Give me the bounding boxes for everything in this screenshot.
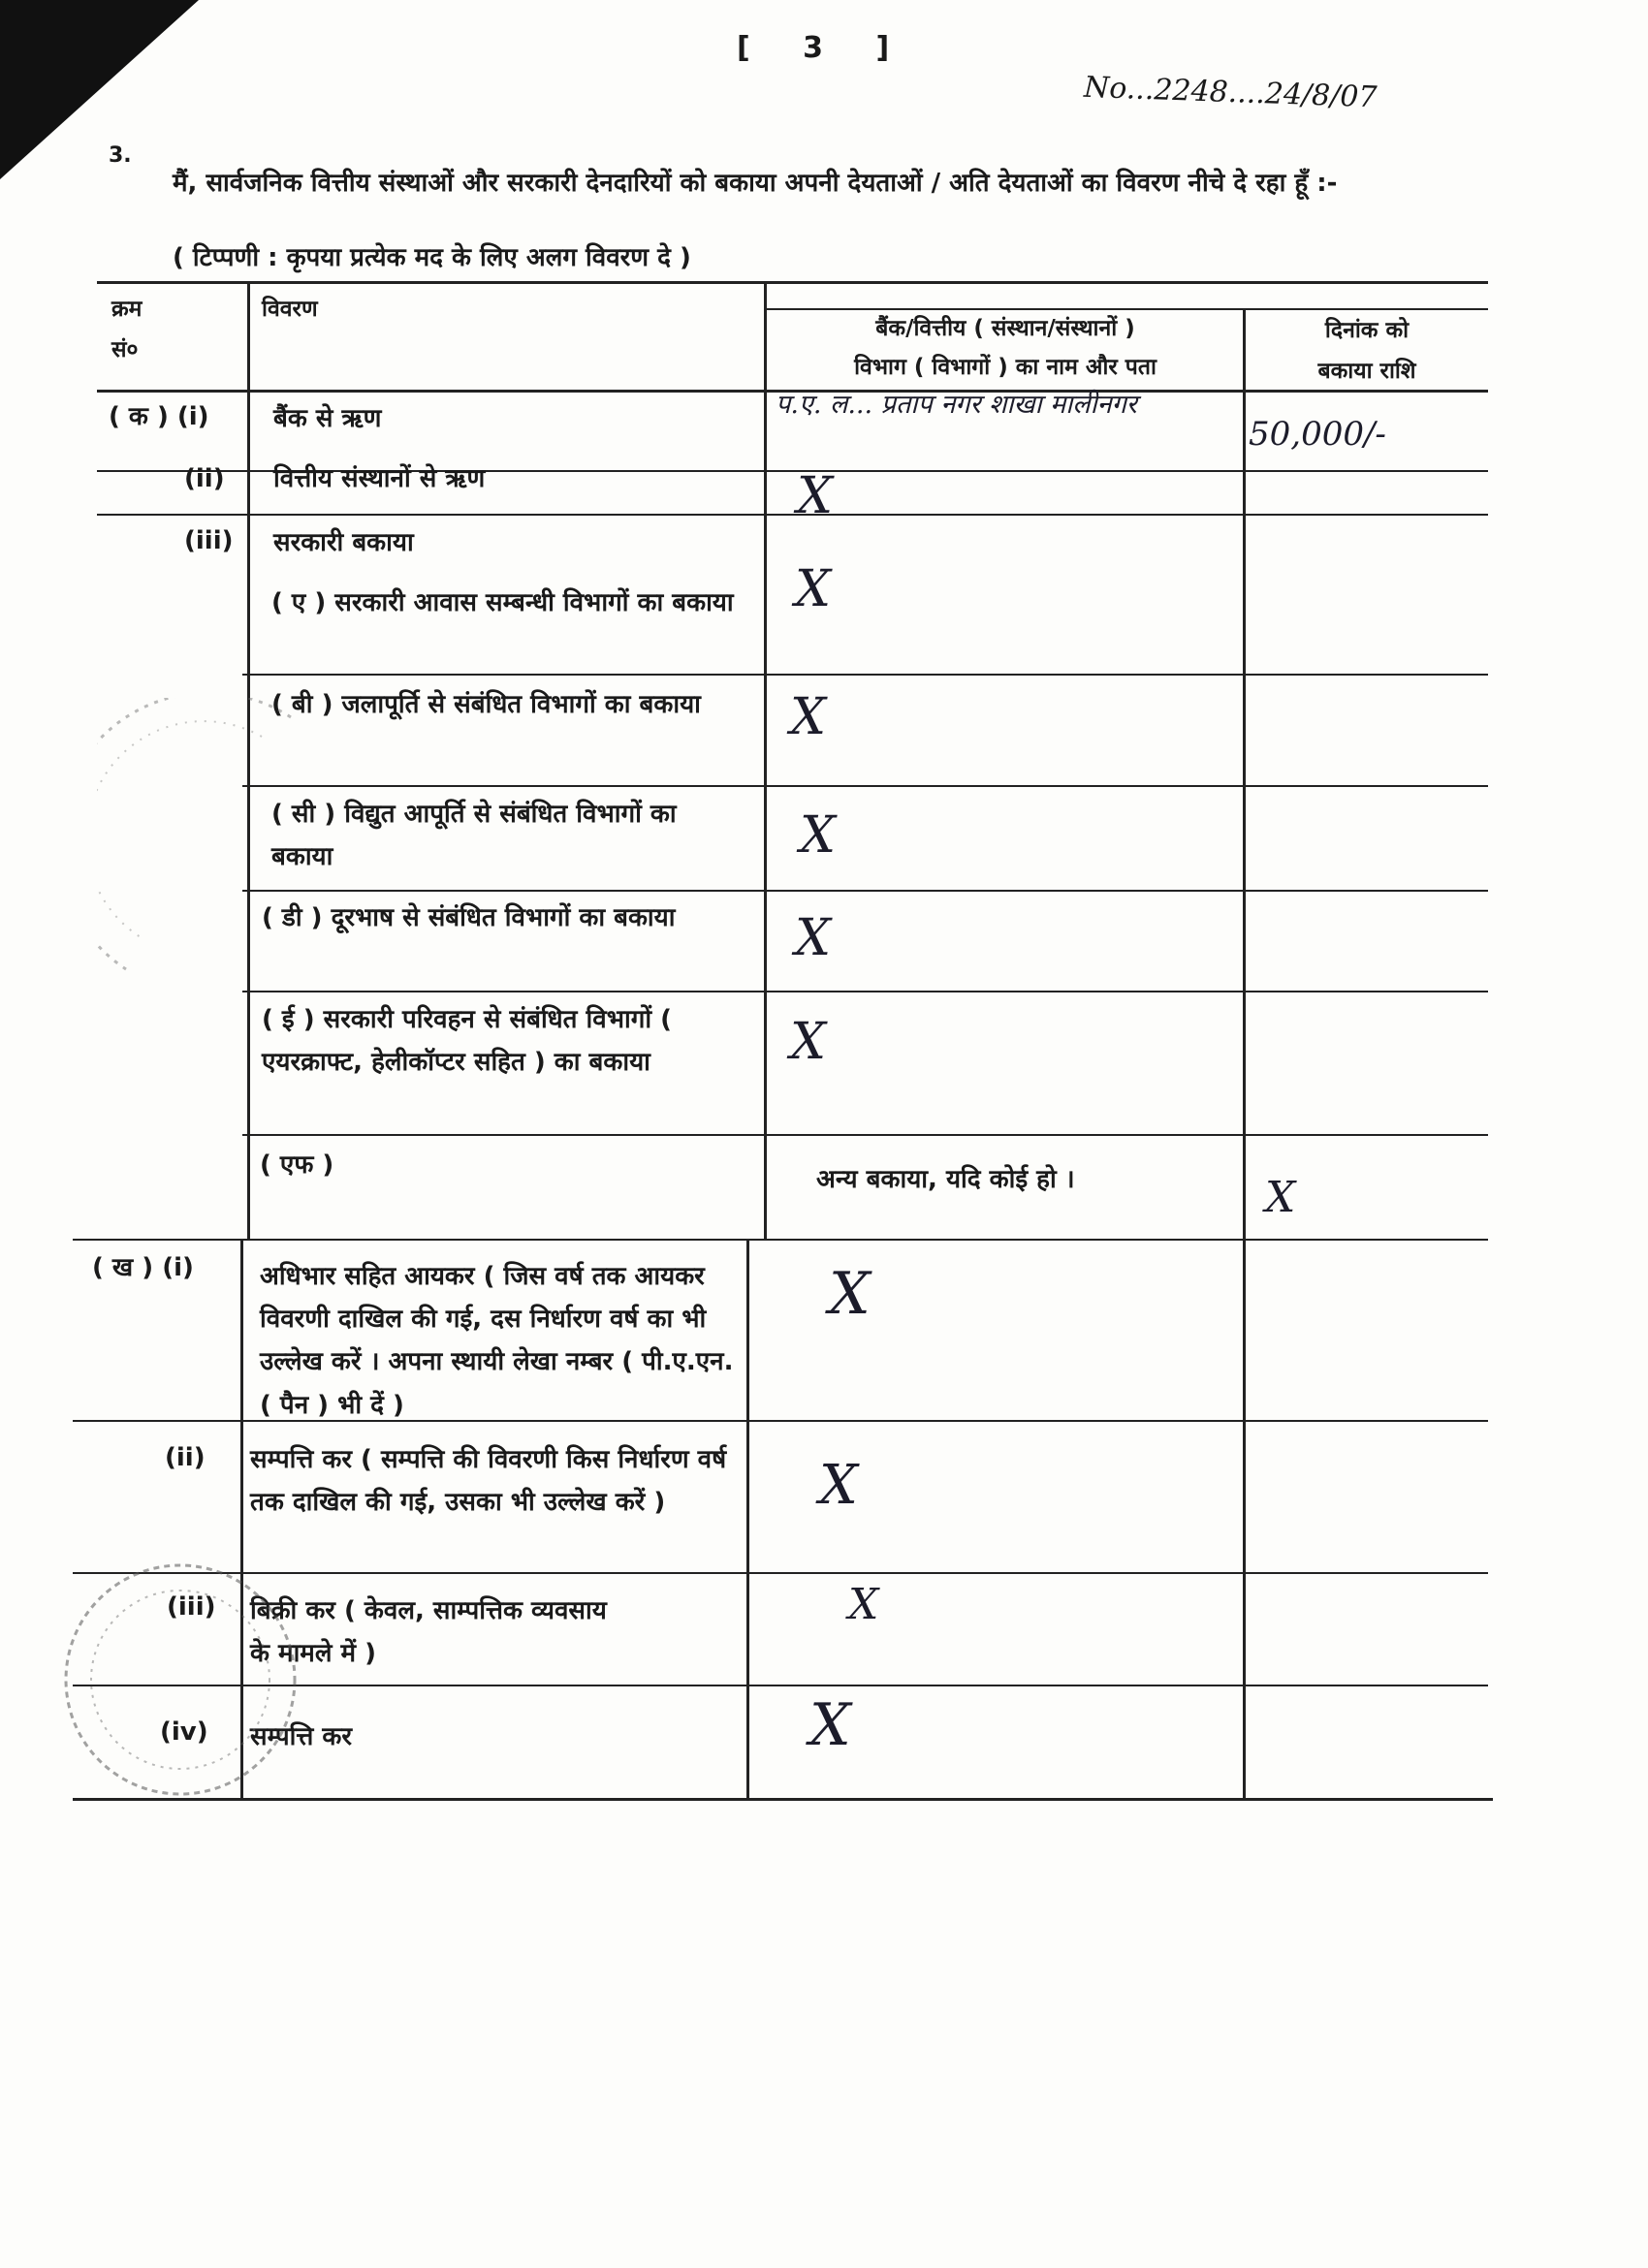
header-serial-line2: सं० xyxy=(111,337,139,362)
column-divider xyxy=(1243,1239,1246,1799)
handwritten-cross-mark: X xyxy=(829,1260,871,1328)
handwritten-cross-mark: X xyxy=(809,1691,851,1759)
row-index: (iv) xyxy=(160,1717,208,1747)
row-divider xyxy=(242,1134,1488,1136)
faint-round-stamp xyxy=(97,698,320,1008)
row-description: वित्तीय संस्थानों से ऋण xyxy=(273,464,486,493)
row-subdescription: ( ए ) सरकारी आवास सम्बन्धी विभागों का बकाया xyxy=(271,588,734,617)
row-description: अधिभार सहित आयकर ( जिस वर्ष तक आयकर विवरणी दाखिल की गई, दस निर्धारण वर्ष का भी उल्लेख करें । अपना स्थायी लेखा नम्बर ( पी.ए.एन. ( पैन ) भी दें ) xyxy=(260,1262,734,1420)
column-divider xyxy=(764,283,767,1241)
row-description: ( सी ) विद्युत आपूर्ति से संबंधित विभागों का बकाया xyxy=(271,800,677,872)
row-description: सम्पत्ति कर xyxy=(250,1722,352,1751)
row-description: सम्पत्ति कर ( सम्पत्ति की विवरणी किस निर्धारण वर्ष तक दाखिल की गई, उसका भी उल्लेख करें ) xyxy=(250,1445,727,1518)
row-index: (ii) xyxy=(165,1443,206,1472)
header-amount-line2: बकाया राशि xyxy=(1317,359,1416,384)
section-intro: मैं, सार्वजनिक वित्तीय संस्थाओं और सरकारी देनदारियों को बकाया अपनी देयताओं / अति देयताओं का विवरण नीचे दे रहा हूँ :- xyxy=(173,169,1338,198)
row-divider xyxy=(242,991,1488,992)
row-index: (ii) xyxy=(184,464,225,493)
row-description: ( डी ) दूरभाष से संबंधित विभागों का बकाया xyxy=(262,903,676,932)
row-description: ( ई ) सरकारी परिवहन से संबंधित विभागों ( एयरक्राफ्ट, हेलीकॉप्टर सहित ) का बकाया xyxy=(262,1005,673,1078)
row-divider xyxy=(242,674,1488,676)
handwritten-cross-mark: X xyxy=(790,1013,827,1071)
table-top-border xyxy=(97,281,1488,284)
section-note: ( टिप्पणी : कृपया प्रत्येक मद के लिए अलग विवरण दे ) xyxy=(173,243,691,272)
header-amount-line1: दिनांक को xyxy=(1324,318,1410,343)
row-description: ( एफ ) xyxy=(260,1150,334,1180)
column-divider xyxy=(746,1239,749,1799)
page-number: [ 3 ] xyxy=(737,31,911,65)
handwritten-bank-name: प.ए. ल... प्रताप नगर शाखा मालीनगर xyxy=(776,390,1137,420)
handwritten-cross-mark: X xyxy=(800,806,837,865)
official-seal-stamp xyxy=(54,1549,306,1811)
row-description: बैंक से ऋण xyxy=(273,404,382,433)
row-divider xyxy=(73,1239,1488,1241)
row-other-dues: अन्य बकाया, यदि कोई हो । xyxy=(816,1165,1075,1194)
handwritten-cross-mark: X xyxy=(790,688,827,746)
row-divider xyxy=(242,890,1488,892)
row-index: ( क ) (i) xyxy=(109,402,209,431)
row-divider xyxy=(97,514,1488,516)
row-index: (iii) xyxy=(184,526,234,555)
handwritten-cross-mark: X xyxy=(795,560,832,618)
row-index: (iii) xyxy=(167,1592,216,1622)
header-serial-line1: क्रम xyxy=(111,297,143,322)
header-description: विवरण xyxy=(262,297,318,322)
column-divider xyxy=(1243,308,1246,1241)
row-index: ( ख ) (i) xyxy=(92,1253,194,1282)
handwritten-cross-mark: X xyxy=(797,467,834,525)
row-description: सरकारी बकाया xyxy=(273,528,414,557)
header-bank-line1: बैंक/वित्तीय ( संस्थान/संस्थानों ) xyxy=(875,316,1135,341)
row-divider xyxy=(242,785,1488,787)
row-description: बिक्री कर ( केवल, साम्पत्तिक व्यवसाय के मामले में ) xyxy=(250,1596,607,1669)
header-bank-line2: विभाग ( विभागों ) का नाम और पता xyxy=(854,355,1157,380)
handwritten-cross-mark: X xyxy=(1265,1173,1296,1222)
row-description: ( बी ) जलापूर्ति से संबंधित विभागों का बकाया xyxy=(271,690,701,719)
handwritten-amount: 50,000/- xyxy=(1249,415,1386,454)
handwritten-cross-mark: X xyxy=(819,1454,858,1517)
handwritten-cross-mark: X xyxy=(848,1580,879,1629)
handwritten-cross-mark: X xyxy=(795,909,832,967)
handwritten-reference-number: No...2248....24/8/07 xyxy=(1083,70,1379,115)
section-number: 3. xyxy=(109,143,132,168)
page-corner-shadow xyxy=(0,0,199,199)
